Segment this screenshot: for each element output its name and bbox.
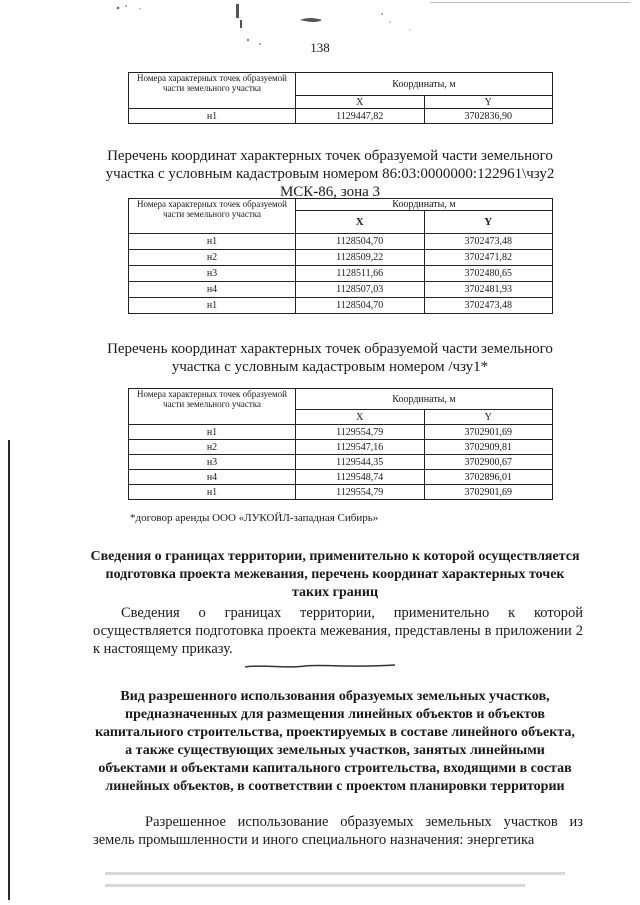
section-1-text: Сведения о границах территории, применительно к которой осуществляется подготовка проекта межевания, представлены в приложении 2 к настоящему приказу. [93,605,583,657]
x-value: 1128509,22 [296,250,425,266]
bleed-through-text [95,868,575,894]
point-label: н1 [129,298,296,314]
x-value: 1129447,82 [296,109,425,124]
table-row [129,455,553,470]
x-value: 1128504,70 [296,298,425,314]
header-points: Номера характерных точек образуемой части земельного участка [129,389,296,425]
x-value: 1129548,74 [296,470,425,485]
table-row [129,425,553,440]
x-value: 1128504,70 [296,234,425,250]
point-label: н3 [129,455,296,470]
y-value: 3702909,81 [424,440,553,455]
point-label: н1 [129,425,296,440]
point-label: н1 [129,234,296,250]
x-value: 1128511,66 [296,266,425,282]
point-label: н2 [129,250,296,266]
y-value: 3702896,01 [424,470,553,485]
footnote: *договор аренды ООО «ЛУКОЙЛ-западная Сибирь» [130,512,379,524]
page-number: 138 [310,40,330,55]
point-label: н4 [129,470,296,485]
header-coordinates: Координаты, м [296,73,553,96]
coordinates-table-3 [128,388,553,500]
y-value: 3702900,67 [424,455,553,470]
section-1-title: Сведения о границах территории, применительно к которой осуществляется подготовка проекта межевания, перечень координат характерных точек таких границ [90,549,580,600]
point-label: н3 [129,266,296,282]
y-value: 3702473,48 [424,234,553,250]
y-value: 3702836,90 [424,109,553,124]
point-label: н2 [129,440,296,455]
table-row [129,282,553,298]
table-row [129,109,553,124]
x-value: 1128507,03 [296,282,425,298]
table-row [129,234,553,250]
y-value: 3702480,65 [424,266,553,282]
x-value: 1129554,79 [296,425,425,440]
x-value: 1129554,79 [296,485,425,500]
scan-divider-mark [245,662,395,670]
header-y: Y [424,96,553,109]
header-y: Y [424,410,553,425]
header-x: X [296,410,425,425]
table-3-heading: Перечень координат характерных точек образуемой части земельного участка с условным кадастровым номером /чзу1* [107,341,553,375]
scan-edge-line [8,440,10,900]
x-value: 1129547,16 [296,440,425,455]
header-x: X [296,211,425,234]
table-row [129,440,553,455]
section-2-title: Вид разрешенного использования образуемых земельных участков, предназначенных для размещения линейных объектов и объектов капитального строительства, проектируемых в составе линейного объекта, а также существующих земельных участков, занятых линейными объектами и объектами капитального строительства, входящими в состав линейных объектов, в соответствии с проектом планировки территории [95,689,575,794]
table-row [129,470,553,485]
header-coordinates: Координаты, м [296,199,553,211]
y-value: 3702901,69 [424,425,553,440]
table-row [129,250,553,266]
header-y: Y [424,211,553,234]
coordinates-table-2 [128,198,553,314]
point-label: н1 [129,109,296,124]
table-row [129,485,553,500]
coordinates-table-1 [128,72,553,124]
header-coordinates: Координаты, м [296,389,553,410]
header-x: X [296,96,425,109]
table-row [129,298,553,314]
y-value: 3702481,93 [424,282,553,298]
point-label: н1 [129,485,296,500]
y-value: 3702473,48 [424,298,553,314]
table-row [129,266,553,282]
section-2-text: Разрешенное использование образуемых земельных участков из земель промышленности и иного специального назначения: энергетика [93,814,583,848]
point-label: н4 [129,282,296,298]
header-points: Номера характерных точек образуемой части земельного участка [129,199,296,234]
header-points: Номера характерных точек образуемой части земельного участка [129,73,296,109]
table-2-heading: Перечень координат характерных точек образуемой части земельного участка с условным кадастровым номером 86:03:0000000:122961\чзу2 МСК-86, зона 3 [105,148,555,200]
y-value: 3702901,69 [424,485,553,500]
x-value: 1129544,35 [296,455,425,470]
y-value: 3702471,82 [424,250,553,266]
